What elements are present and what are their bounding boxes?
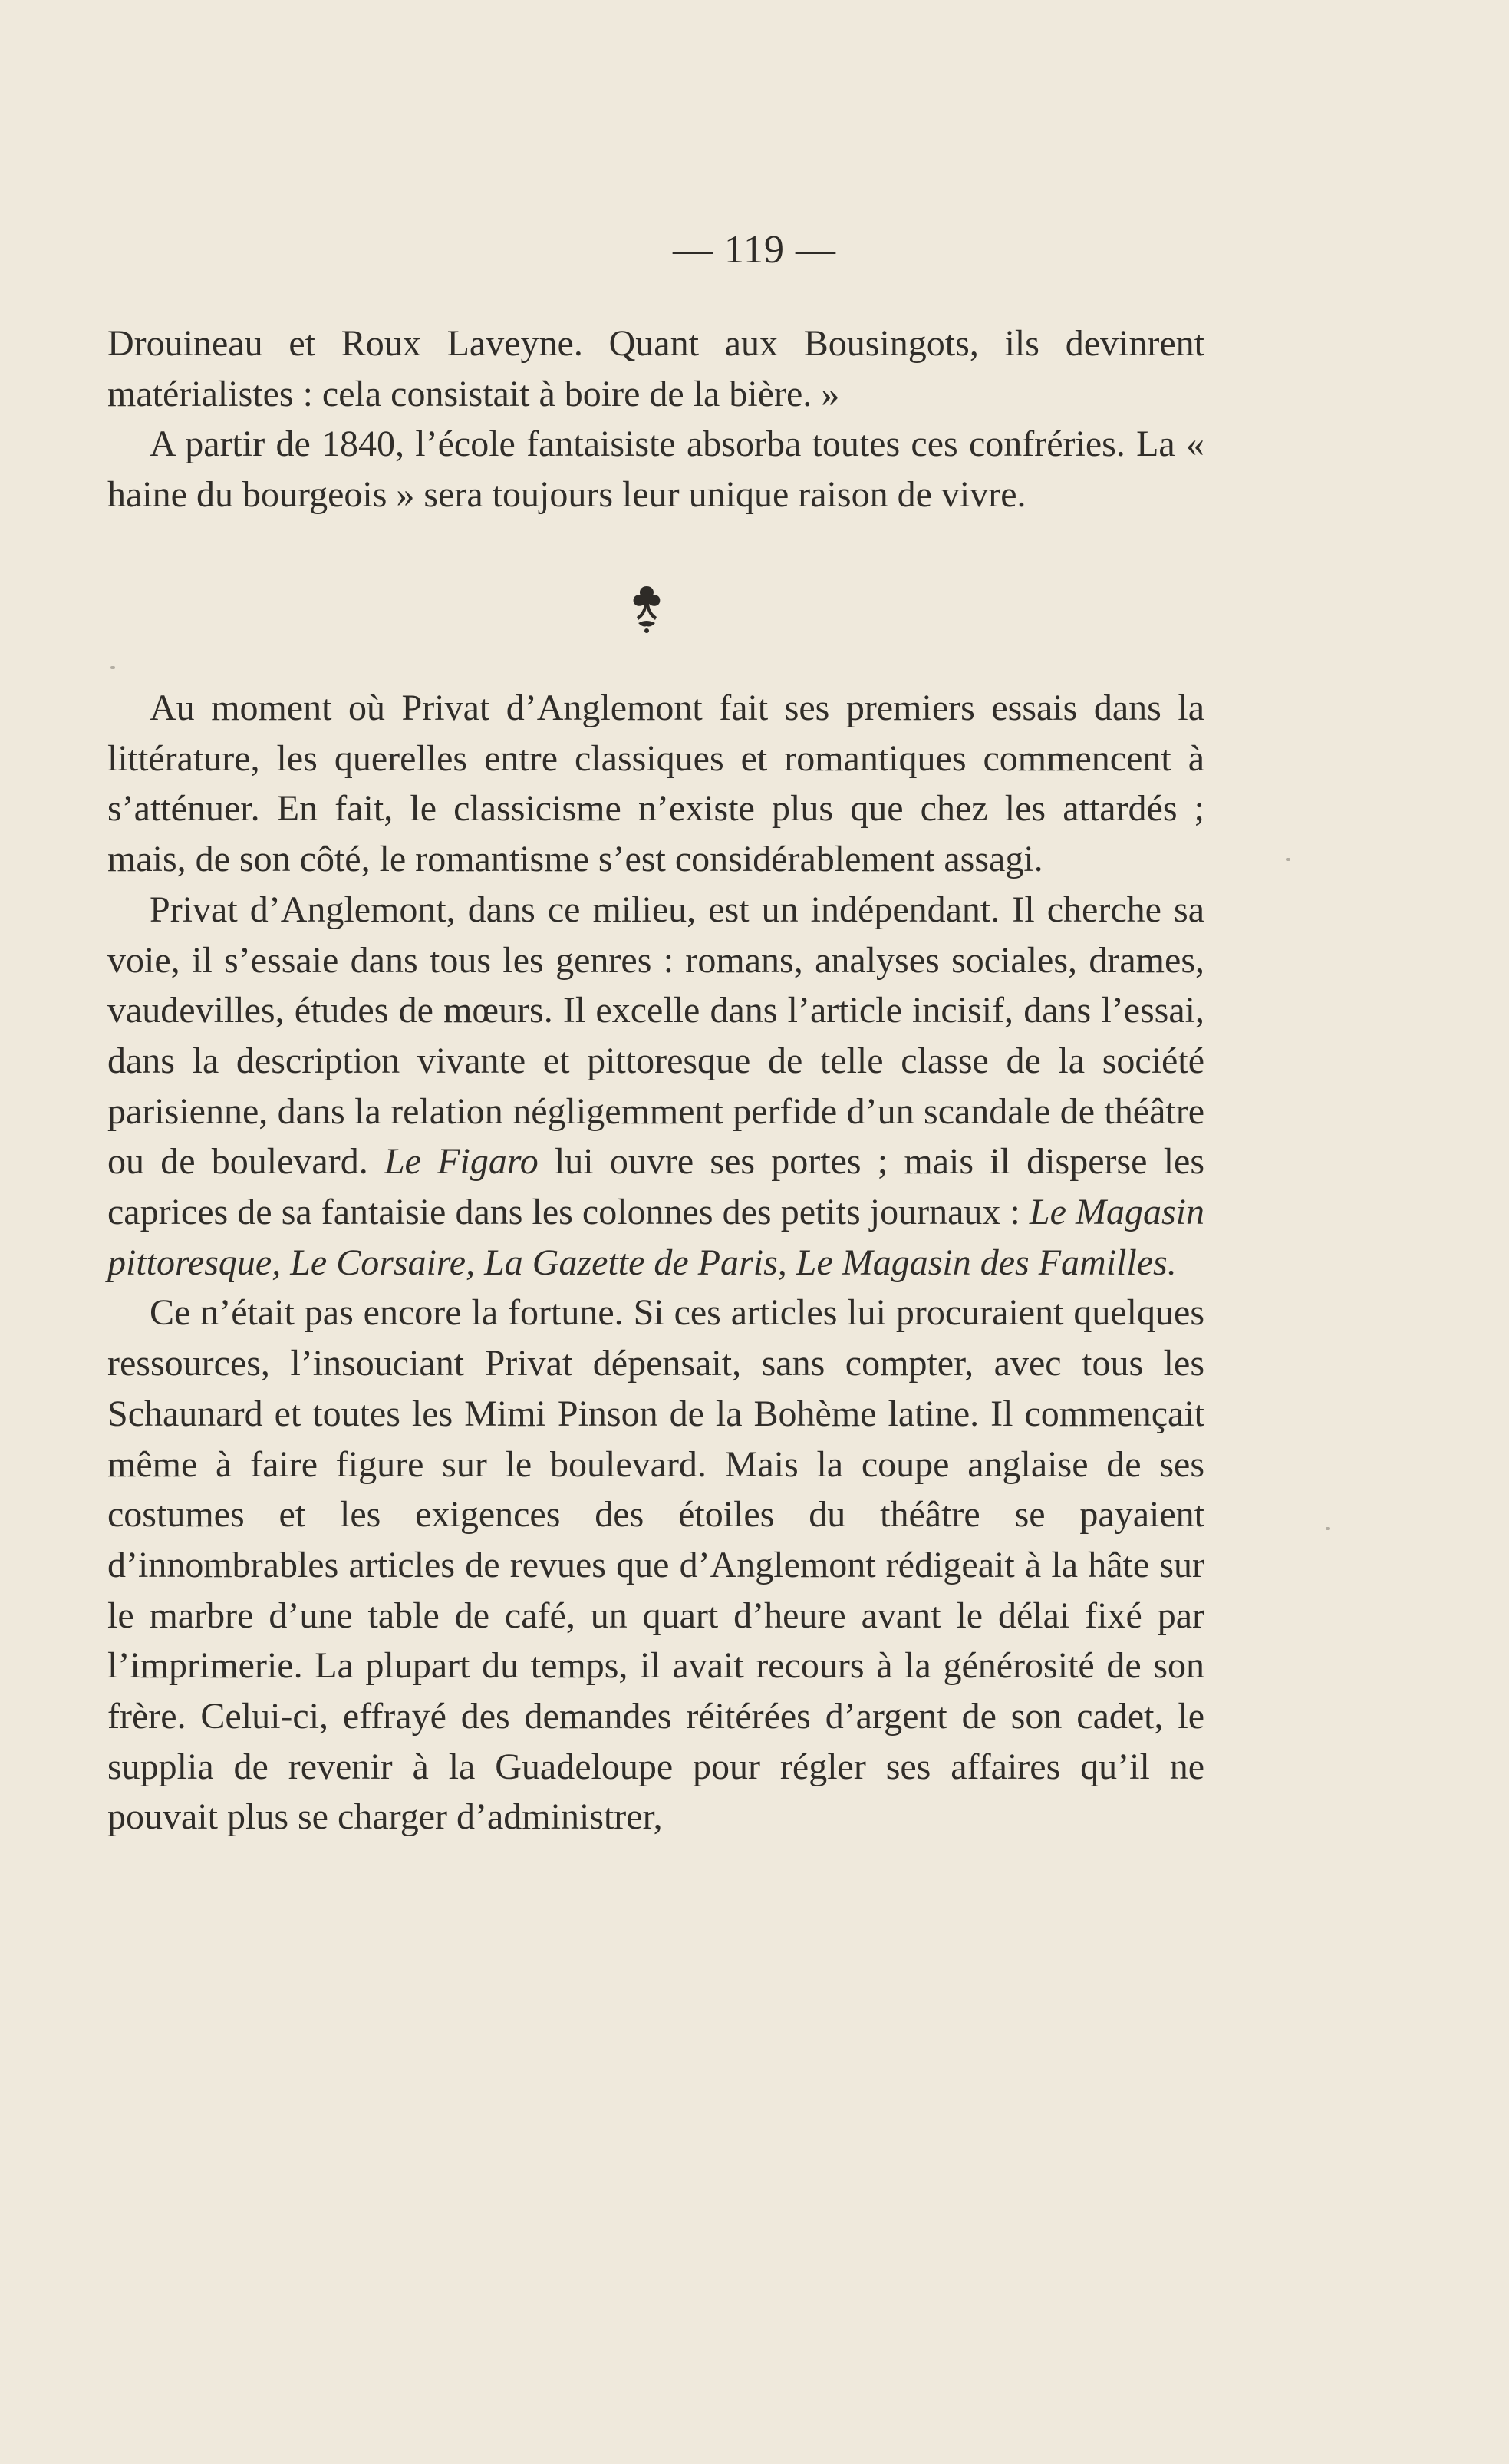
text-section-main: [107, 683, 1204, 2172]
journal-titles: Le Magasin pittoresque, Le Corsaire, La Gazette de Paris, Le Magasin des Familles.: [107, 1192, 1204, 1283]
paper-speck: [110, 666, 115, 669]
text-section-top: [107, 318, 1204, 579]
paper-speck: [1326, 1527, 1330, 1530]
text-run: Privat d’Anglemont, dans ce milieu, est un indépendant. Il cherche sa voie, il s’essaie dans tous les genres : romans, analyses sociales, drames, vaudevilles, études de mœurs. Il excelle dans l’article incisif, dans l’essai, dans la description vivante et pittoresque de telle classe de la société parisienne, dans la relation négligemment perfide d’un scandale de théâtre ou de boulevard.: [107, 889, 1204, 1183]
paragraph: Ce n’était pas encore la fortune. Si ces articles lui procuraient quelques ressources, l’insouciant Privat dépensait, sans compter, avec tous les Schaunard et toutes les Mimi Pinson de la Bohème latine. Il commençait même à faire figure sur le boulevard. Mais la coupe anglaise de ses costumes et les exigences des étoiles du théâtre se payaient d’innombrables articles de revues que d’Anglemont rédigeait à la hâte sur le marbre d’une table de café, un quart d’heure avant le délai fixé par l’imprimerie. La plupart du temps, il avait recours à la générosité de son frère. Celui-ci, effrayé des demandes réitérées d’argent de son cadet, le supplia de revenir à la Guadeloupe pour régler ses affaires qu’il ne pouvait plus se charger d’administrer,: [107, 1292, 1204, 1838]
journal-title: Le Figaro: [384, 1141, 539, 1183]
paragraph: A partir de 1840, l’école fantaisiste absorba toutes ces confréries. La « haine du bourgeois » sera toujours leur unique raison de vivre.: [107, 424, 1204, 516]
paragraph: Drouineau et Roux Laveyne. Quant aux Bousingots, ils devinrent matérialistes : cela consistait à boire de la bière. »: [107, 323, 1204, 414]
fleuron-icon: [628, 582, 666, 635]
paper-speck: [1286, 858, 1290, 861]
paragraph: Au moment où Privat d’Anglemont fait ses premiers essais dans la littérature, les querelles entre classiques et romantiques commencent à s’atténuer. En fait, le classicisme n’existe plus que chez les attardés ; mais, de son côté, le romantisme s’est considérablement assagi.: [107, 688, 1204, 880]
paragraph: [107, 885, 1204, 1288]
page-number: — 119 —: [672, 228, 837, 272]
text-run: lui ouvre ses portes ; mais il disperse les caprices de sa fantaisie dans les colonnes des petits journaux :: [107, 1141, 1205, 1233]
